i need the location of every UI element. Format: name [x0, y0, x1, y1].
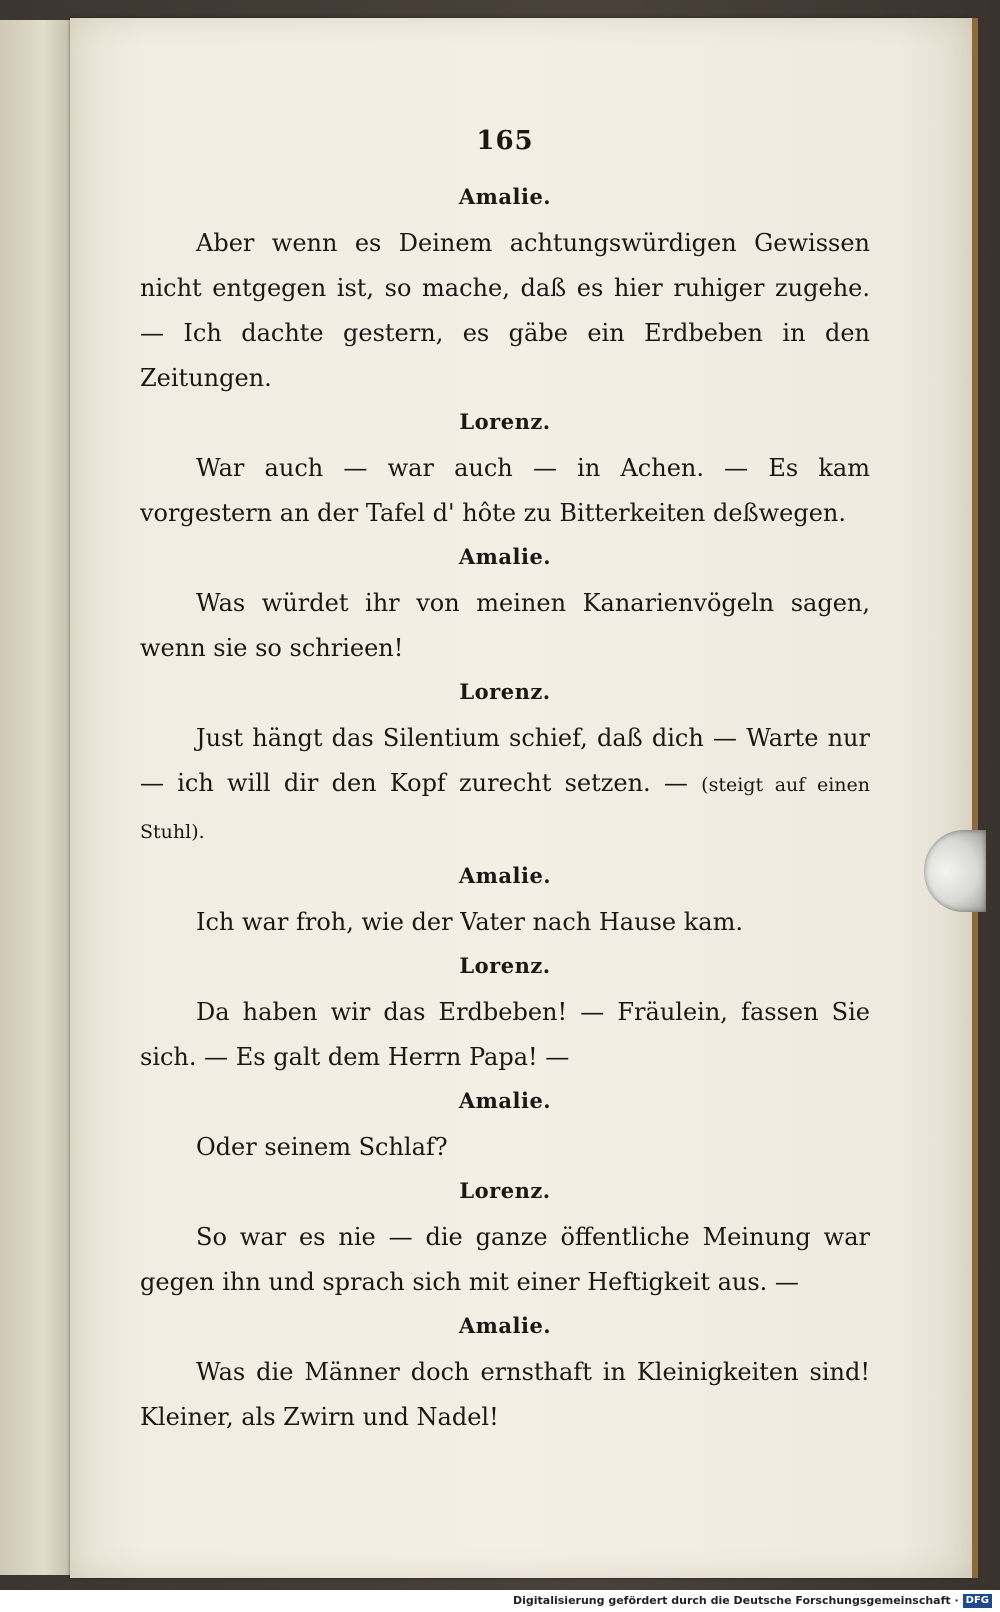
- page-text: [140, 120, 870, 1446]
- speech-with-stage-direction: [140, 716, 870, 855]
- funding-footer: [0, 1590, 1000, 1612]
- dialogue-block: [140, 409, 870, 536]
- speech-text: So war es nie — die ganze öffentliche Meinung war gegen ihn und sprach sich mit einer Heftigkeit aus. —: [140, 1223, 870, 1296]
- speech-text: Was würdet ihr von meinen Kanarienvögeln sagen, wenn sie so schrieen!: [140, 589, 870, 662]
- speech-text: Ich war froh, wie der Vater nach Hause kam.: [196, 908, 743, 936]
- speech-text: Just hängt das Silentium schief, daß dich — Warte nur — ich will dir den Kopf zurecht setzen. —: [140, 724, 870, 797]
- speech-text: War auch — war auch — in Achen. — Es kam vorgestern an der Tafel d' hôte zu Bitterkeiten deßwegen.: [140, 454, 870, 527]
- funding-credit: Digitalisierung gefördert durch die Deutsche Forschungsgemeinschaft ·: [512, 1594, 959, 1607]
- page-fore-edge: [972, 18, 978, 1578]
- speaker-name: Lorenz.: [459, 409, 551, 434]
- speech-text: Was die Männer doch ernsthaft in Kleinigkeiten sind! Kleiner, als Zwirn und Nadel!: [140, 1358, 870, 1431]
- speech-text: Aber wenn es Deinem achtungswürdigen Gewissen nicht entgegen ist, so mache, daß es hier ruhiger zugehe. — Ich dachte gestern, es gäbe ein Erdbeben in den Zeitungen.: [140, 229, 870, 392]
- speaker-name: Amalie.: [458, 863, 552, 888]
- speaker-name: Amalie.: [458, 184, 552, 209]
- speaker-name: Lorenz.: [459, 1178, 551, 1203]
- speaker-name: Amalie.: [458, 1088, 552, 1113]
- stage-direction: (steigt auf einen Stuhl).: [140, 774, 870, 843]
- dialogue-block: [140, 953, 870, 1080]
- dialogue-block: [140, 1088, 870, 1170]
- speaker-name: Lorenz.: [459, 679, 551, 704]
- speech-text: Da haben wir das Erdbeben! — Fräulein, fassen Sie sich. — Es galt dem Herrn Papa! —: [140, 998, 870, 1071]
- speech-text: Oder seinem Schlaf?: [196, 1133, 448, 1161]
- dialogue-block: [140, 544, 870, 671]
- dialogue-block: [140, 184, 870, 401]
- dialogue-block: [140, 863, 870, 945]
- dialogue-block: [140, 679, 870, 855]
- speaker-name: Amalie.: [458, 544, 552, 569]
- speaker-name: Lorenz.: [459, 953, 551, 978]
- speaker-name: Amalie.: [458, 1313, 552, 1338]
- dfg-logo: DFG: [963, 1594, 992, 1608]
- dialogue-block: [140, 1313, 870, 1440]
- page-number: 165: [476, 126, 534, 156]
- dialogue-block: [140, 1178, 870, 1305]
